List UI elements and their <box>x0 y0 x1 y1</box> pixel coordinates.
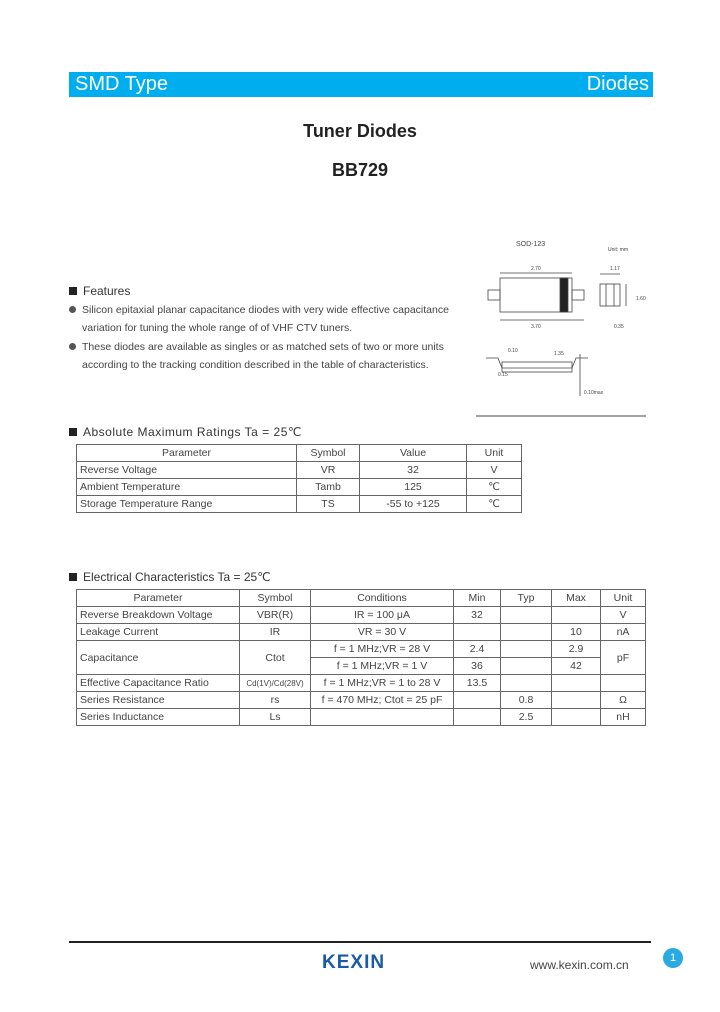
table-row: Series Inductance Ls 2.5 nH <box>77 709 646 726</box>
table-row: Storage Temperature Range TS -55 to +125 ℃ <box>77 496 522 513</box>
svg-text:1.35: 1.35 <box>554 351 564 357</box>
table-row: Ambient Temperature Tamb 125 ℃ <box>77 479 522 496</box>
table-row: Effective Capacitance Ratio Cd(1V)/Cd(28V) f = 1 MHz;VR = 1 to 28 V 13.5 <box>77 675 646 692</box>
package-unit: Unit: mm <box>608 247 628 253</box>
table-row: Capacitance Ctot f = 1 MHz;VR = 28 V 2.4 2.9 pF <box>77 641 646 658</box>
table-row: Leakage Current IR VR = 30 V 10 nA <box>77 624 646 641</box>
table-header-row: Parameter Symbol Conditions Min Typ Max Unit <box>77 590 646 607</box>
cathode-band <box>560 278 568 312</box>
svg-text:0.15: 0.15 <box>498 372 508 378</box>
features-heading: Features <box>69 284 130 298</box>
company-logo: KEXIN <box>322 952 386 973</box>
lead-profile <box>486 358 588 368</box>
header-type: Diodes <box>586 73 649 95</box>
company-url[interactable]: www.kexin.com.cn <box>530 958 629 972</box>
svg-text:0.35: 0.35 <box>614 324 624 330</box>
package-name: SOD-123 <box>516 241 546 248</box>
page-number: 1 <box>663 948 683 968</box>
square-bullet-icon <box>69 428 77 436</box>
table-row: Series Resistance rs f = 470 MHz; Ctot = 25 pF 0.8 Ω <box>77 692 646 709</box>
feature-bullet-2: These diodes are available as singles or as matched sets of two or more units according to the tracking condition described in the table of characteristics. <box>82 338 444 374</box>
table-row: f = 1 MHz;VR = 1 V 36 42 <box>77 658 646 675</box>
abs-max-table <box>76 444 522 513</box>
header-banner <box>69 72 653 97</box>
table-row: Reverse Voltage VR 32 V <box>77 462 522 479</box>
svg-text:1.60: 1.60 <box>636 296 646 302</box>
footer-divider <box>69 941 651 943</box>
package-side-view <box>600 284 620 306</box>
abs-max-heading: Absolute Maximum Ratings Ta = 25℃ <box>69 425 302 439</box>
table-row: Reverse Breakdown Voltage VBR(R) IR = 100 μA 32 V <box>77 607 646 624</box>
svg-text:2.70: 2.70 <box>531 266 541 272</box>
bullet-dot-icon <box>69 306 76 313</box>
bullet-dot-icon <box>69 343 76 350</box>
package-outline-diagram <box>476 236 648 418</box>
elec-char-table <box>76 589 646 726</box>
svg-text:3.70: 3.70 <box>531 324 541 330</box>
svg-text:1.17: 1.17 <box>610 266 620 272</box>
square-bullet-icon <box>69 287 77 295</box>
elec-heading: Electrical Characteristics Ta = 25℃ <box>69 570 271 584</box>
header-category: SMD Type <box>75 73 168 95</box>
feature-bullet-1: Silicon epitaxial planar capacitance diodes with very wide effective capacitance variation for tuning the whole range of of VHF CTV tuners. <box>82 301 449 337</box>
part-number: BB729 <box>331 160 389 180</box>
svg-text:0.10max: 0.10max <box>584 390 604 396</box>
table-header-row: Parameter Symbol Value Unit <box>77 445 522 462</box>
page-title: Tuner Diodes <box>303 121 417 141</box>
svg-text:0.10: 0.10 <box>508 348 518 354</box>
square-bullet-icon <box>69 573 77 581</box>
